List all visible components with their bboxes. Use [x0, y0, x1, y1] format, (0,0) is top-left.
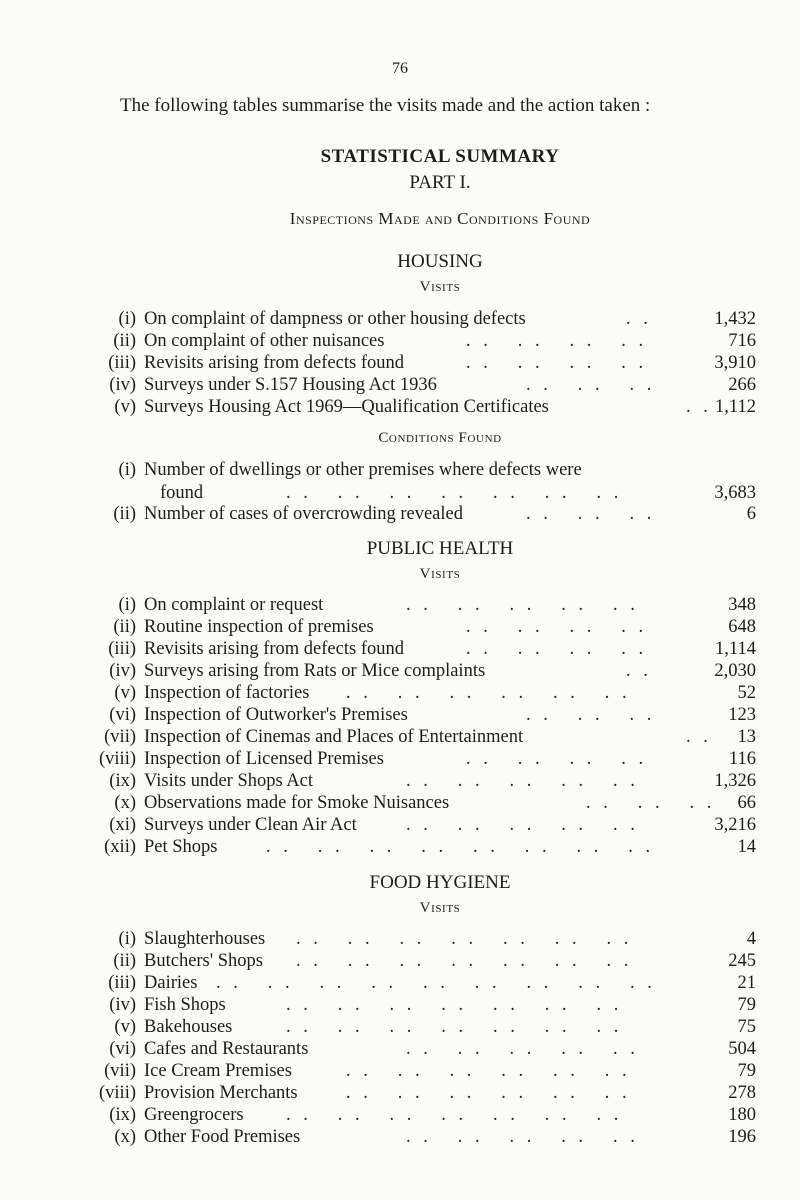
row-index: (ix) [109, 1105, 136, 1125]
row-index: (i) [118, 460, 136, 480]
row-value: 716 [728, 331, 756, 351]
row-label: Provision Merchants [144, 1083, 298, 1103]
row-label: Fish Shops [144, 995, 226, 1015]
row-index: (ii) [113, 951, 136, 971]
subtitle: Inspections Made and Conditions Found [289, 209, 591, 228]
row-label: On complaint of other nuisances [144, 331, 385, 351]
leader-dots: . . [626, 661, 652, 681]
row-label: Cafes and Restaurants [144, 1039, 309, 1059]
row-label: Bakehouses [144, 1017, 233, 1037]
conditions-heading: Conditions Found [378, 430, 502, 446]
row-index: (i) [118, 309, 136, 329]
row-index: (xi) [109, 815, 136, 835]
leader-dots: . . . . . . . . . . . . . . [296, 951, 633, 971]
leader-dots: . . . . . . . . . . [406, 595, 639, 615]
leader-dots: . . . . . . . . . . [406, 1127, 639, 1147]
row-value: 348 [728, 595, 756, 615]
leader-dots: . . . . . . . . . . . . . . . . . . [216, 973, 656, 993]
row-value: 196 [728, 1127, 756, 1147]
row-label: Inspection of factories [144, 683, 310, 703]
table-row [86, 1082, 756, 1104]
table-row [86, 330, 756, 352]
table-row [86, 308, 756, 330]
table-row [86, 928, 756, 950]
table-row [86, 594, 756, 616]
food-hygiene-visits-heading: Visits [419, 900, 461, 916]
part-heading: PART I. [409, 172, 471, 193]
row-index: (vi) [109, 705, 136, 725]
table-row [86, 814, 756, 836]
public-health-visits-heading: Visits [419, 566, 461, 582]
table-row [86, 704, 756, 726]
row-index: (ii) [113, 617, 136, 637]
row-index: (v) [114, 1017, 136, 1037]
row-label: Surveys under S.157 Housing Act 1936 [144, 375, 437, 395]
row-index: (viii) [99, 749, 136, 769]
row-label: Revisits arising from defects found [144, 639, 404, 659]
leader-dots: . . . . . . . . . . . . . . [286, 483, 623, 503]
leader-dots: . . . . . . . . [466, 617, 648, 637]
row-index: (iv) [109, 995, 136, 1015]
row-value: 52 [737, 683, 756, 703]
leader-dots: . . . . . . . . . . . . . . [286, 1017, 623, 1037]
public-health-heading: PUBLIC HEALTH [366, 538, 514, 559]
table-row [86, 1038, 756, 1060]
table-row [86, 1060, 756, 1082]
row-value: 1,112 [715, 397, 756, 417]
table-row [86, 994, 756, 1016]
row-value: 1,114 [715, 639, 756, 659]
row-label: On complaint or request [144, 595, 324, 615]
leader-dots: . . . . . . . . . . . . . . [296, 929, 633, 949]
row-label: Inspection of Licensed Premises [144, 749, 384, 769]
row-value: 648 [728, 617, 756, 637]
row-value: 504 [728, 1039, 756, 1059]
row-value: 2,030 [714, 661, 756, 681]
table-row [86, 459, 756, 505]
table-row [86, 396, 756, 418]
housing-heading: HOUSING [397, 251, 483, 272]
leader-dots: . . . . . . . . . . . . [346, 1061, 631, 1081]
row-label: Visits under Shops Act [144, 771, 313, 791]
row-value: 3,683 [714, 483, 756, 503]
row-label: Observations made for Smoke Nuisances [144, 793, 450, 813]
leader-dots: . . [626, 309, 652, 329]
row-value: 1,326 [714, 771, 756, 791]
row-label: Inspection of Cinemas and Places of Entertainment [144, 727, 524, 747]
row-value: 116 [728, 749, 756, 769]
row-label: Ice Cream Premises [144, 1061, 292, 1081]
title: STATISTICAL SUMMARY [320, 146, 560, 167]
row-label: Surveys arising from Rats or Mice complaints [144, 661, 486, 681]
row-value: 4 [746, 929, 756, 949]
row-value: 3,216 [714, 815, 756, 835]
leader-dots: . . [686, 727, 712, 747]
row-index: (iii) [108, 353, 136, 373]
row-label: Inspection of Outworker's Premises [144, 705, 408, 725]
row-index: (iii) [108, 639, 136, 659]
leader-dots: . . . . . . . . [466, 639, 648, 659]
row-value: 79 [737, 995, 756, 1015]
row-label: Surveys Housing Act 1969—Qualification Certificates [144, 397, 549, 417]
row-label: Number of cases of overcrowding revealed [144, 504, 463, 524]
row-label: On complaint of dampness or other housing defects [144, 309, 526, 329]
intro-paragraph: The following tables summarise the visits made and the action taken : [120, 95, 651, 116]
row-index: (v) [114, 397, 136, 417]
table-row [86, 374, 756, 396]
row-label: Number of dwellings or other premises where defects were [144, 460, 582, 480]
row-index: (i) [118, 929, 136, 949]
leader-dots: . . . . . . [526, 705, 656, 725]
table-row [86, 792, 756, 814]
row-value: 123 [728, 705, 756, 725]
row-label: Greengrocers [144, 1105, 244, 1125]
row-value: 245 [728, 951, 756, 971]
row-value: 3,910 [714, 353, 756, 373]
page-number: 76 [392, 60, 408, 77]
food-hygiene-heading: FOOD HYGIENE [369, 872, 511, 893]
table-row [86, 748, 756, 770]
row-label: Slaughterhouses [144, 929, 266, 949]
row-index: (v) [114, 683, 136, 703]
leader-dots: . . . . . . . . . . [406, 771, 639, 791]
row-label: Routine inspection of premises [144, 617, 374, 637]
row-label: Pet Shops [144, 837, 218, 857]
table-row [86, 503, 756, 525]
row-index: (ix) [109, 771, 136, 791]
housing-visits-heading: Visits [419, 279, 461, 295]
leader-dots: . . . . . . [526, 504, 656, 524]
table-row [86, 1104, 756, 1126]
leader-dots: . . [686, 397, 712, 417]
table-row [86, 352, 756, 374]
row-label-continuation: found [160, 483, 204, 503]
table-row [86, 682, 756, 704]
row-value: 79 [737, 1061, 756, 1081]
leader-dots: . . . . . . . . . . . . [346, 683, 631, 703]
leader-dots: . . . . . . . . . . [406, 1039, 639, 1059]
table-row [86, 836, 756, 858]
leader-dots: . . . . . . . . [466, 353, 648, 373]
table-row [86, 616, 756, 638]
row-index: (i) [118, 595, 136, 615]
row-index: (iii) [108, 973, 136, 993]
row-value: 180 [728, 1105, 756, 1125]
leader-dots: . . . . . . . . . . . . . . [286, 1105, 623, 1125]
table-row [86, 770, 756, 792]
row-index: (vii) [104, 727, 136, 747]
row-label: Other Food Premises [144, 1127, 301, 1147]
row-label: Butchers' Shops [144, 951, 263, 971]
row-label: Surveys under Clean Air Act [144, 815, 357, 835]
table-row [86, 972, 756, 994]
row-value: 6 [746, 504, 756, 524]
row-value: 66 [737, 793, 756, 813]
row-index: (viii) [99, 1083, 136, 1103]
row-label: Revisits arising from defects found [144, 353, 404, 373]
row-value: 278 [728, 1083, 756, 1103]
row-index: (x) [114, 1127, 136, 1147]
row-value: 14 [737, 837, 756, 857]
row-value: 75 [737, 1017, 756, 1037]
row-index: (xii) [104, 837, 136, 857]
row-index: (ii) [113, 331, 136, 351]
leader-dots: . . . . . . . . [466, 331, 648, 351]
table-row [86, 1126, 756, 1148]
row-value: 1,432 [714, 309, 756, 329]
leader-dots: . . . . . . . . . . . . [346, 1083, 631, 1103]
row-index: (iv) [109, 661, 136, 681]
row-index: (vii) [104, 1061, 136, 1081]
leader-dots: . . . . . . [526, 375, 656, 395]
table-row [86, 950, 756, 972]
row-index: (ii) [113, 504, 136, 524]
row-index: (vi) [109, 1039, 136, 1059]
row-value: 266 [728, 375, 756, 395]
table-row [86, 1016, 756, 1038]
row-value: 21 [737, 973, 756, 993]
row-index: (x) [114, 793, 136, 813]
leader-dots: . . . . . . . . . . . . . . . . [266, 837, 655, 857]
leader-dots: . . . . . . [586, 793, 716, 813]
leader-dots: . . . . . . . . . . . . . . [286, 995, 623, 1015]
table-row [86, 638, 756, 660]
row-index: (iv) [109, 375, 136, 395]
leader-dots: . . . . . . . . [466, 749, 648, 769]
row-value: 13 [737, 727, 756, 747]
leader-dots: . . . . . . . . . . [406, 815, 639, 835]
row-label: Dairies [144, 973, 198, 993]
table-row [86, 726, 756, 748]
table-row [86, 660, 756, 682]
